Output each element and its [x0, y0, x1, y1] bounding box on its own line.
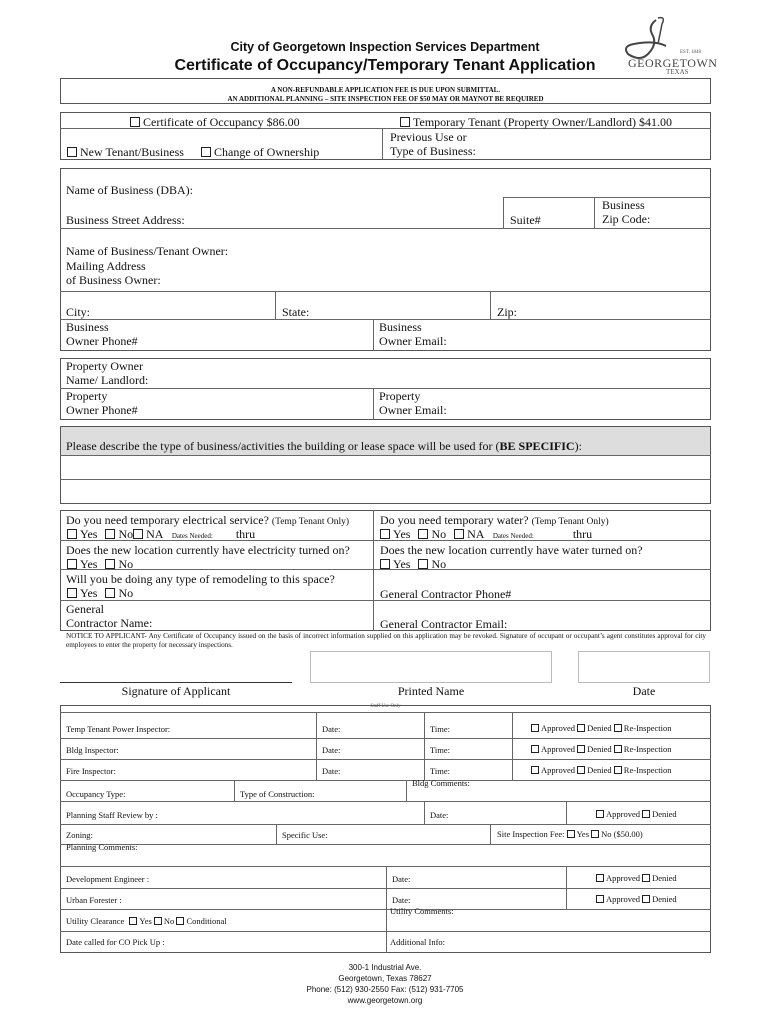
water-on-yes-checkbox[interactable]	[380, 559, 390, 569]
change-ownership-label: Change of Ownership	[214, 145, 320, 159]
specific-use-label: Specific Use:	[282, 830, 328, 840]
dev-engineer-label: Development Engineer :	[66, 874, 150, 884]
temp-power-time-label: Time:	[430, 724, 451, 734]
mailing-address-label: Mailing Address of Business Owner:	[66, 259, 161, 287]
department-name: City of Georgetown Inspection Services Department	[230, 40, 540, 54]
temp-tenant-checkbox[interactable]	[400, 117, 410, 127]
fire-date-label: Date:	[322, 766, 341, 776]
state-label: State:	[282, 305, 310, 319]
business-zip-label: Business Zip Code:	[602, 198, 651, 226]
printed-name-label: Printed Name	[397, 684, 465, 698]
new-tenant-checkbox[interactable]	[67, 147, 77, 157]
form-title: Certificate of Occupancy/Temporary Tenant Application	[174, 57, 596, 74]
forester-status: Approved Denied	[596, 894, 677, 904]
change-ownership-option[interactable]	[201, 145, 319, 159]
co-label: Certificate of Occupancy $86.00	[143, 115, 300, 129]
water-na-checkbox[interactable]	[454, 529, 464, 539]
dev-engineer-status: Approved Denied	[596, 873, 677, 883]
owner-name-label: Name of Business/Tenant Owner:	[66, 244, 229, 258]
describe-line-1[interactable]	[62, 457, 708, 477]
dev-denied-checkbox[interactable]	[642, 874, 650, 882]
temp-power-denied-checkbox[interactable]	[577, 724, 585, 732]
co-checkbox[interactable]	[130, 117, 140, 127]
bldg-inspector-label: Bldg Inspector:	[66, 745, 119, 755]
planning-status: Approved Denied	[596, 809, 677, 819]
urban-forester-label: Urban Forester :	[66, 895, 122, 905]
temp-tenant-option[interactable]	[400, 115, 672, 129]
temp-power-approved-checkbox[interactable]	[531, 724, 539, 732]
fire-status: Approved Denied Re-Inspection	[531, 765, 671, 775]
water-on-no-checkbox[interactable]	[418, 559, 428, 569]
site-fee-no-checkbox[interactable]	[591, 830, 599, 838]
water-yes-checkbox[interactable]	[380, 529, 390, 539]
additional-info-label: Additional Info:	[390, 937, 446, 947]
temp-power-reinspect-checkbox[interactable]	[614, 724, 622, 732]
water-on-question: Does the new location currently have water turned on?	[380, 543, 643, 557]
fire-approved-checkbox[interactable]	[531, 766, 539, 774]
date-label: Date	[632, 684, 656, 698]
remodel-question: Will you be doing any type of remodeling to this space?	[66, 572, 335, 586]
gc-name-label: General Contractor Name:	[66, 602, 153, 630]
utility-yes-checkbox[interactable]	[129, 917, 137, 925]
electric-na-checkbox[interactable]	[133, 529, 143, 539]
temp-electric-question: Do you need temporary electrical service? (Temp Tenant Only)	[66, 513, 350, 527]
temp-electric-options: Yes No NA Dates Needed: thru	[67, 527, 255, 543]
utility-clearance-field: Utility Clearance Yes No Conditional	[66, 916, 227, 926]
signature-label: Signature of Applicant	[121, 684, 231, 698]
utility-conditional-checkbox[interactable]	[176, 917, 184, 925]
bldg-status: Approved Denied Re-Inspection	[531, 744, 671, 754]
remodel-yes-checkbox[interactable]	[67, 588, 77, 598]
electricity-on-yes-checkbox[interactable]	[67, 559, 77, 569]
electric-yes-checkbox[interactable]	[67, 529, 77, 539]
bldg-approved-checkbox[interactable]	[531, 745, 539, 753]
previous-use-label: Previous Use or Type of Business:	[390, 130, 476, 158]
property-phone-label: Property Owner Phone#	[66, 389, 138, 417]
footer-phone: Phone: (512) 930-2550 Fax: (512) 931-7705	[306, 985, 464, 994]
describe-label: Please describe the type of business/activities the building or lease space will be used for (BE SPECIFIC):	[66, 439, 582, 453]
planning-approved-checkbox[interactable]	[596, 810, 604, 818]
utility-no-checkbox[interactable]	[154, 917, 162, 925]
electricity-on-no-checkbox[interactable]	[105, 559, 115, 569]
gc-phone-label: General Contractor Phone#	[380, 587, 512, 601]
fee-notice-line2: AN ADDITIONAL PLANNING – SITE INSPECTION FEE OF $50 MAY OR MAYNOT BE REQUIRED	[227, 95, 544, 103]
georgetown-logo	[618, 14, 718, 76]
change-ownership-checkbox[interactable]	[201, 147, 211, 157]
water-no-checkbox[interactable]	[418, 529, 428, 539]
owner-phone-label: Business Owner Phone#	[66, 320, 138, 348]
zoning-label: Zoning:	[66, 830, 93, 840]
footer-address: 300-1 Industrial Ave.	[348, 963, 422, 972]
planning-date-label: Date:	[430, 810, 449, 820]
street-address-label: Business Street Address:	[66, 213, 185, 227]
footer-website[interactable]: www.georgetown.org	[347, 996, 423, 1005]
city-label: City:	[66, 305, 91, 319]
signature-line[interactable]	[60, 682, 292, 683]
fire-denied-checkbox[interactable]	[577, 766, 585, 774]
owner-email-label: Business Owner Email:	[379, 320, 447, 348]
remodel-options: Yes No	[67, 586, 133, 600]
dev-approved-checkbox[interactable]	[596, 874, 604, 882]
water-on-options: Yes No	[380, 557, 446, 571]
occupancy-type-label: Occupancy Type:	[66, 789, 126, 799]
electricity-on-question: Does the new location currently have electricity turned on?	[66, 543, 350, 557]
temp-power-status: Approved Denied Re-Inspection	[531, 723, 671, 733]
forester-denied-checkbox[interactable]	[642, 895, 650, 903]
suite-label: Suite#	[510, 213, 541, 227]
bldg-comments-label: Bldg Comments:	[412, 778, 470, 788]
electric-no-checkbox[interactable]	[105, 529, 115, 539]
business-name-label: Name of Business (DBA):	[66, 183, 193, 197]
bldg-denied-checkbox[interactable]	[577, 745, 585, 753]
temp-water-options: Yes No NA Dates Needed: thru	[380, 527, 592, 543]
fee-notice-line1: A NON-REFUNDABLE APPLICATION FEE IS DUE UPON SUBMITTAL.	[270, 86, 501, 94]
site-fee-field: Site Inspection Fee: Yes No ($50.00)	[497, 829, 643, 839]
footer-city: Georgetown, Texas 78627	[338, 974, 432, 983]
logo-name: GEORGETOWN	[628, 56, 718, 70]
printed-name-box[interactable]	[310, 651, 552, 683]
staff-use-header: Staff Use Only	[370, 704, 401, 709]
describe-line-2[interactable]	[62, 481, 708, 502]
remodel-no-checkbox[interactable]	[105, 588, 115, 598]
site-fee-yes-checkbox[interactable]	[567, 830, 575, 838]
dev-engineer-date-label: Date:	[392, 874, 411, 884]
gc-email-label: General Contractor Email:	[380, 617, 508, 631]
forester-date-label: Date:	[392, 895, 411, 905]
fire-inspector-label: Fire Inspector:	[66, 766, 116, 776]
bldg-reinspect-checkbox[interactable]	[614, 745, 622, 753]
temp-power-inspector-label: Temp Tenant Power Inspector:	[66, 724, 171, 734]
planning-comments-label: Planning Comments:	[66, 842, 138, 852]
logo-est: EST. 1848	[680, 50, 702, 55]
bldg-time-label: Time:	[430, 745, 451, 755]
temp-power-date-label: Date:	[322, 724, 341, 734]
co-pickup-label: Date called for CO Pick Up :	[66, 937, 165, 947]
electricity-on-options: Yes No	[67, 557, 133, 571]
property-email-label: Property Owner Email:	[379, 389, 447, 417]
fire-reinspect-checkbox[interactable]	[614, 766, 622, 774]
planning-review-label: Planning Staff Review by :	[66, 810, 158, 820]
construction-type-label: Type of Construction:	[240, 789, 315, 799]
co-option[interactable]	[130, 115, 300, 129]
temp-tenant-label: Temporary Tenant (Property Owner/Landlord) $41.00	[413, 115, 673, 129]
forester-approved-checkbox[interactable]	[596, 895, 604, 903]
date-box[interactable]	[578, 651, 710, 683]
property-owner-label: Property Owner Name/ Landlord:	[66, 359, 149, 387]
fire-time-label: Time:	[430, 766, 451, 776]
logo-state: TEXAS	[666, 68, 689, 76]
temp-water-question: Do you need temporary water? (Temp Tenant Only)	[380, 513, 609, 527]
bldg-date-label: Date:	[322, 745, 341, 755]
utility-comments-label: Utility Comments:	[390, 906, 454, 916]
zip-label: Zip:	[497, 305, 517, 319]
new-tenant-label: New Tenant/Business	[80, 145, 184, 159]
notice-to-applicant: NOTICE TO APPLICANT- Any Certificate of Occupancy issued on the basis of incorrect information supplied on this application may be revoked. Signature of occupant or occupant’s agent constitutes approval for city employees to enter the property for necessary inspections.	[66, 632, 706, 649]
planning-denied-checkbox[interactable]	[642, 810, 650, 818]
new-tenant-option[interactable]	[67, 145, 184, 159]
